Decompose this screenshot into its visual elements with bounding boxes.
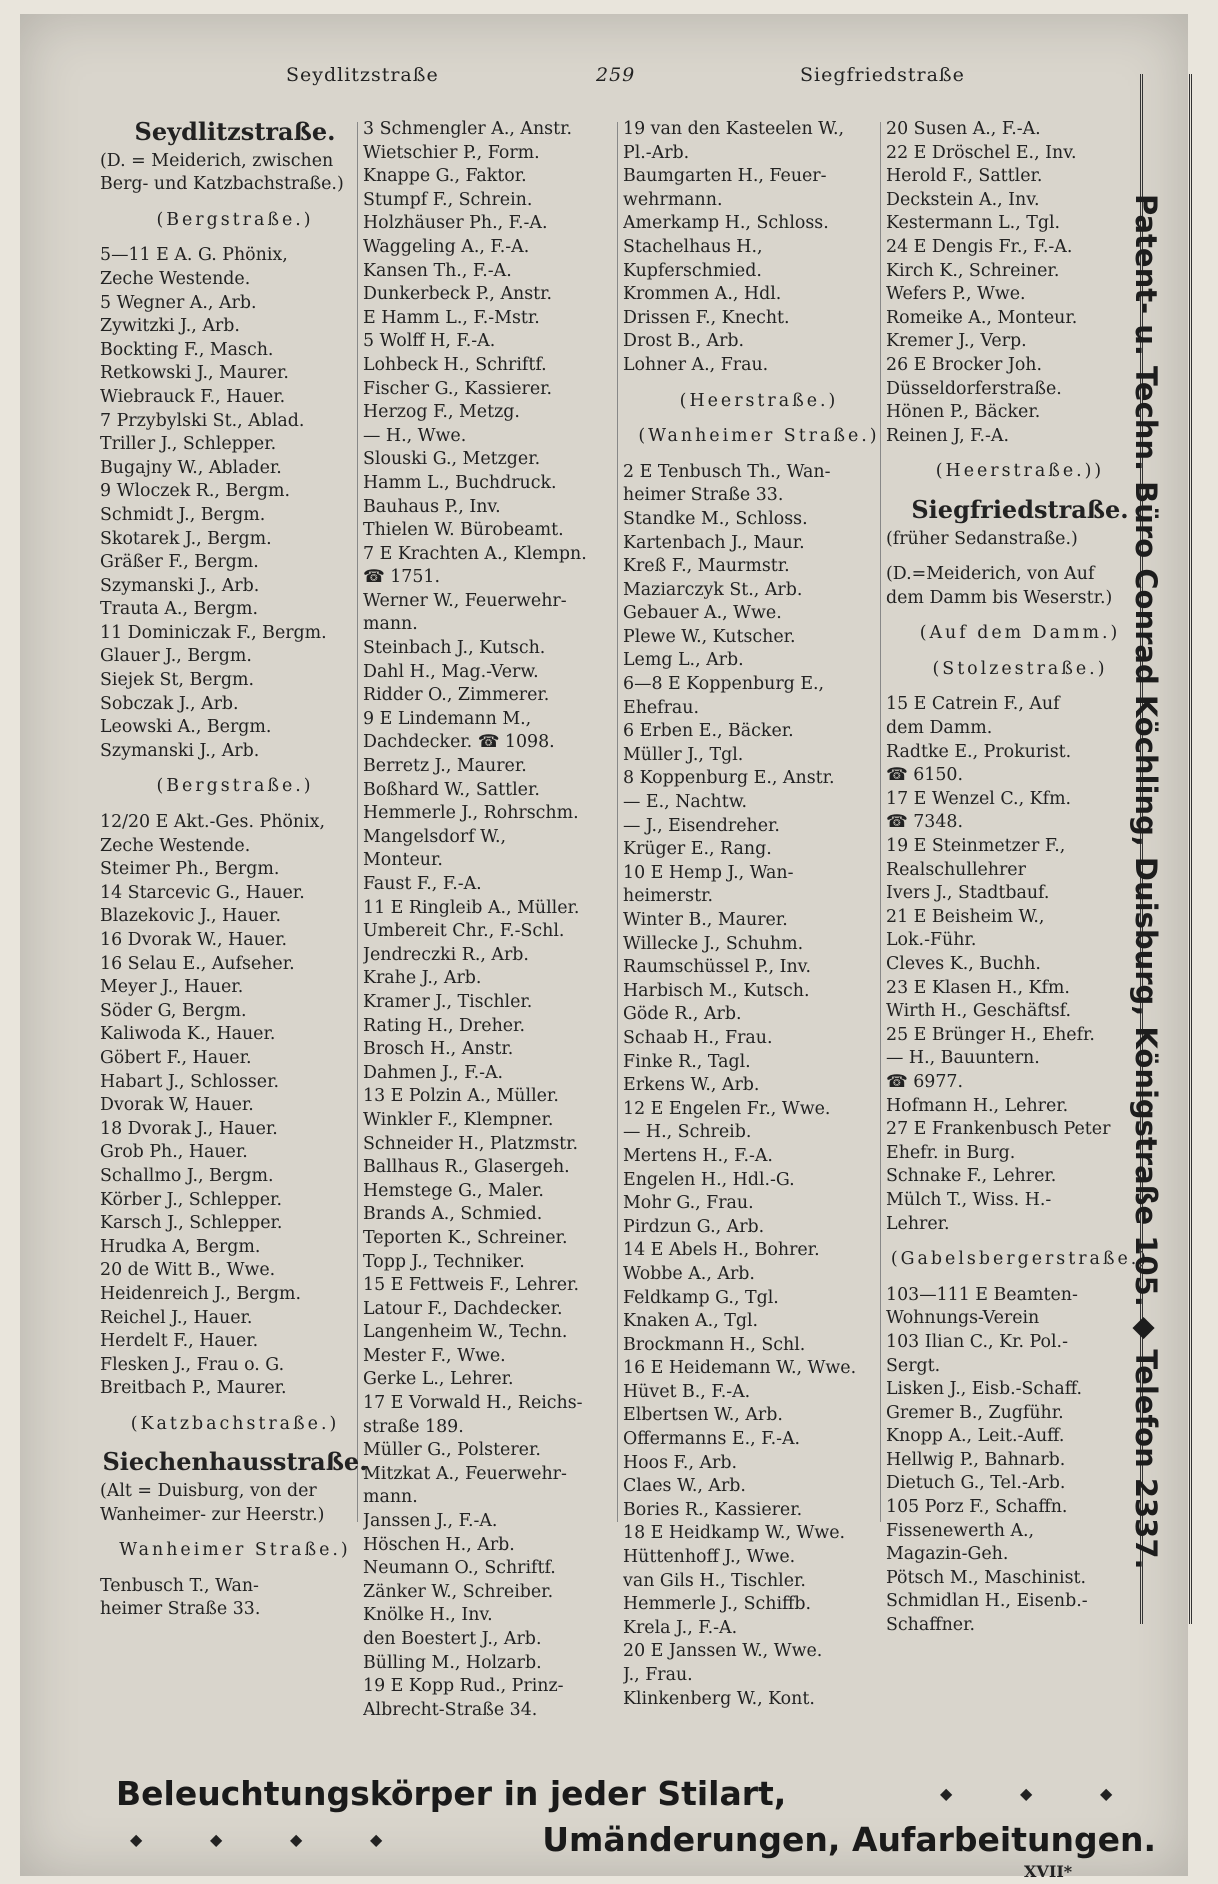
directory-entry: 3 Schmengler A., Anstr. [363, 119, 573, 139]
directory-entry: 5 Wolff H, F.-A. [363, 331, 496, 352]
directory-entry: Lok.-Führ. [886, 930, 977, 951]
directory-entry: (früher Sedanstraße.) [886, 528, 1078, 549]
directory-entry: Deckstein A., Inv. [886, 189, 1040, 210]
directory-entry: 12/20 E Akt.-Ges. Phönix, [100, 812, 325, 833]
directory-entry: Mülch T., Wiss. H.- [886, 1189, 1052, 1210]
directory-entry: — H., Bauuntern. [886, 1048, 1040, 1069]
directory-entry: Meyer J., Hauer. [100, 977, 244, 998]
street-heading: Siechenhausstraße. [102, 1447, 368, 1477]
directory-entry: 103—111 E Beamten- [886, 1284, 1078, 1305]
directory-entry: 6—8 E Koppenburg E., [623, 674, 825, 695]
directory-entry: Müller J., Tgl. [623, 744, 744, 765]
directory-entry: Hönen P., Bäcker. [886, 402, 1041, 423]
directory-entry: Zeche Westende. [100, 835, 251, 856]
directory-entry: Dvorak W, Hauer. [100, 1095, 254, 1116]
directory-page [20, 14, 1188, 1881]
directory-entry: Düsseldorferstraße. [886, 378, 1062, 399]
directory-entry: 16 Dvorak W., Hauer. [100, 930, 288, 950]
directory-entry: Erkens W., Arb. [623, 1075, 760, 1096]
directory-entry: Stumpf F., Schrein. [363, 189, 533, 210]
directory-entry: Dahl H., Mag.-Verw. [363, 661, 539, 682]
directory-entry: Mertens H., F.-A. [623, 1145, 773, 1166]
directory-entry: 9 E Lindemann M., [363, 708, 532, 729]
directory-entry: 5 Wegner A., Arb. [100, 292, 257, 313]
diamond-ornament: ◆ [1020, 1784, 1033, 1803]
directory-entry: Mitzkat A., Feuerwehr- [363, 1463, 567, 1484]
directory-entry: 11 Dominiczak F., Bergm. [100, 622, 327, 643]
directory-entry: Hellwig P., Bahnarb. [886, 1449, 1066, 1470]
directory-entry: Söder G, Bergm. [100, 1000, 247, 1021]
directory-entry: mann. [363, 1487, 418, 1508]
directory-entry: Hüvet B., F.-A. [623, 1381, 751, 1402]
directory-entry: Plewe W., Kutscher. [623, 626, 796, 647]
cross-street: (Auf dem Damm.) [919, 623, 1121, 644]
directory-entry: Krommen A., Hdl. [623, 284, 782, 305]
directory-entry: Bories R., Kassierer. [623, 1499, 803, 1520]
directory-entry: Reinen J, F.-A. [886, 425, 1010, 446]
directory-entry: Krüger E., Rang. [623, 839, 772, 860]
directory-entry: Claes W., Arb. [623, 1476, 746, 1497]
directory-entry: 9 Wloczek R., Bergm. [100, 481, 290, 502]
spacer [886, 646, 1154, 658]
directory-entry: ☎ 6150. [886, 765, 963, 786]
directory-entry: 13 E Polzin A., Müller. [363, 1086, 559, 1107]
directory-entry: Zänker W., Schreiber. [363, 1581, 554, 1602]
directory-entry: Müller G., Polsterer. [363, 1440, 541, 1461]
directory-entry: Kreß F., Maurmstr. [623, 556, 790, 577]
directory-entry: 14 Starcevic G., Hauer. [100, 882, 305, 903]
directory-entry: Boßhard W., Sattler. [363, 779, 540, 800]
directory-entry: 7 E Krachten A., Klempn. [363, 543, 587, 564]
directory-entry: Waggeling A., F.-A. [363, 236, 530, 257]
diamond-ornament: ◆ [940, 1784, 953, 1803]
directory-entry: Sobczak J., Arb. [100, 693, 239, 714]
spacer [100, 799, 370, 811]
directory-entry: Wanheimer- zur Heerstr.) [100, 1504, 325, 1525]
directory-entry: Schmidlan H., Eisenb.- [886, 1591, 1088, 1612]
page-number: 259 [596, 64, 636, 86]
spacer [100, 1563, 370, 1575]
directory-entry: van Gils H., Tischler. [623, 1570, 806, 1591]
directory-entry: Pl.-Arb. [623, 142, 690, 163]
directory-entry: Schnake F., Lehrer. [886, 1166, 1057, 1187]
directory-entry: Brockmann H., Schl. [623, 1334, 806, 1355]
directory-entry: Latour F., Dachdecker. [363, 1298, 563, 1319]
directory-entry: Gerke L., Lehrer. [363, 1369, 514, 1390]
directory-column-2 [363, 118, 631, 1722]
directory-entry: Steimer Ph., Bergm. [100, 859, 280, 880]
directory-entry: heimer Straße 33. [100, 1599, 261, 1620]
directory-entry: Bauhaus P., Inv. [363, 496, 501, 517]
directory-entry: Habart J., Schlosser. [100, 1071, 280, 1092]
directory-entry: Höschen H., Arb. [363, 1534, 515, 1555]
directory-entry: Umbereit Chr., F.-Schl. [363, 921, 565, 942]
directory-entry: — H., Wwe. [363, 425, 467, 446]
directory-entry: Jendreczki R., Arb. [363, 944, 529, 965]
directory-entry: Holzhäuser Ph., F.-A. [363, 213, 548, 234]
directory-entry: 16 E Heidemann W., Wwe. [623, 1358, 857, 1379]
directory-entry: Kestermann L., Tgl. [886, 213, 1061, 234]
directory-entry: 24 E Dengis Fr., F.-A. [886, 236, 1073, 257]
directory-entry: Neumann O., Schriftf. [363, 1558, 556, 1579]
spacer [623, 413, 895, 425]
directory-column-4 [886, 118, 1154, 1638]
directory-entry: Zywitzki J., Arb. [100, 316, 240, 337]
directory-entry: Monteur. [363, 850, 443, 871]
directory-entry: Kansen Th., F.-A. [363, 260, 512, 281]
directory-entry: Feldkamp G., Tgl. [623, 1287, 779, 1308]
directory-entry: Siejek St, Bergm. [100, 670, 255, 691]
directory-entry: Tenbusch T., Wan- [100, 1575, 259, 1596]
directory-entry: J., Frau. [623, 1665, 693, 1685]
directory-entry: Ballhaus R., Glasergeh. [363, 1157, 570, 1178]
directory-entry: Kupferschmied. [623, 260, 762, 281]
directory-entry: Berretz J., Maurer. [363, 756, 527, 777]
directory-entry: 10 E Hemp J., Wan- [623, 862, 794, 883]
cross-street: (Bergstraße.) [156, 776, 314, 797]
directory-entry: Hamm L., Buchdruck. [363, 472, 557, 493]
directory-entry: Elbertsen W., Arb. [623, 1405, 783, 1426]
directory-entry: Wiebrauck F., Hauer. [100, 386, 286, 407]
directory-entry: Maziarczyk St., Arb. [623, 579, 803, 600]
directory-entry: mann. [363, 614, 418, 635]
directory-entry: Kramer J., Tischler. [363, 991, 533, 1012]
directory-entry: Thielen W. Bürobeamt. [363, 520, 564, 541]
directory-entry: ☎ 6977. [886, 1071, 963, 1092]
directory-entry: Lohner A., Frau. [623, 354, 769, 375]
directory-entry: ☎ 1751. [363, 567, 440, 588]
directory-column-3 [623, 118, 895, 1711]
directory-entry: 18 E Heidkamp W., Wwe. [623, 1523, 846, 1544]
directory-entry: 19 van den Kasteelen W., [623, 119, 845, 139]
signature-mark: XVII* [1024, 1862, 1073, 1881]
advert-line-1: Beleuchtungskörper in jeder Stilart, [116, 1774, 787, 1813]
directory-entry: Ehefr. in Burg. [886, 1142, 1016, 1163]
directory-entry: Ridder O., Zimmerer. [363, 685, 550, 706]
directory-entry: Stachelhaus H., [623, 236, 763, 257]
directory-entry: 103 Ilian C., Kr. Pol.- [886, 1331, 1068, 1352]
spacer [100, 763, 370, 775]
directory-entry: Knopp A., Leit.-Auff. [886, 1426, 1065, 1447]
advert-line-2: Umänderungen, Aufarbeitungen. [542, 1820, 1156, 1859]
directory-entry: straße 189. [363, 1416, 464, 1437]
spacer [100, 197, 370, 209]
spacer [886, 551, 1154, 563]
spacer [623, 378, 895, 390]
directory-entry: — J., Eisendreher. [623, 815, 780, 836]
directory-entry: Berg- und Katzbachstraße.) [100, 174, 344, 195]
cross-street: (Stolzestraße.) [932, 658, 1108, 679]
directory-entry: Kartenbach J., Maur. [623, 532, 805, 553]
directory-entry: 11 E Ringleib A., Müller. [363, 897, 580, 918]
directory-entry: ☎ 7348. [886, 812, 963, 833]
directory-entry: Skotarek J., Bergm. [100, 528, 272, 549]
diamond-ornament: ◆ [290, 1830, 303, 1849]
directory-entry: Hrudka A, Bergm. [100, 1236, 261, 1257]
directory-entry: Slouski G., Metzger. [363, 449, 541, 470]
cross-street: Wanheimer Straße.) [119, 1540, 351, 1561]
directory-entry: Engelen H., Hdl.-G. [623, 1169, 795, 1190]
directory-entry: Zeche Westende. [100, 268, 251, 289]
directory-entry: Dunkerbeck P., Anstr. [363, 284, 553, 305]
directory-entry: (D. = Meiderich, zwischen [100, 150, 334, 171]
directory-entry: 5—11 E A. G. Phönix, [100, 245, 288, 266]
street-heading: Seydlitzstraße. [134, 117, 336, 146]
directory-entry: Szymanski J., Arb. [100, 740, 260, 761]
directory-entry: (Alt = Duisburg, von der [100, 1481, 317, 1502]
cross-street: (Gabelsbergerstraße.) [890, 1249, 1150, 1270]
directory-entry: Schaffner. [886, 1615, 975, 1636]
directory-entry: Winter B., Maurer. [623, 910, 788, 930]
directory-entry: 23 E Klasen H., Kfm. [886, 977, 1070, 998]
directory-entry: 7 Przybylski St., Ablad. [100, 410, 305, 431]
header-right-street: Siegfriedstraße [800, 64, 965, 86]
directory-entry: Triller J., Schlepper. [100, 434, 277, 455]
directory-entry: Radtke E., Prokurist. [886, 741, 1072, 762]
directory-entry: 8 Koppenburg E., Anstr. [623, 768, 835, 789]
directory-entry: Sergt. [886, 1355, 941, 1376]
diamond-ornament: ◆ [370, 1830, 383, 1849]
directory-entry: Gebauer A., Wwe. [623, 603, 782, 624]
directory-entry: Lehrer. [886, 1213, 950, 1234]
directory-entry: Göde R., Arb. [623, 1004, 742, 1025]
directory-entry: Drost B., Arb. [623, 331, 745, 352]
directory-entry: 12 E Engelen Fr., Wwe. [623, 1098, 831, 1119]
directory-entry: Brosch H., Anstr. [363, 1039, 514, 1060]
directory-entry: Herdelt F., Hauer. [100, 1331, 259, 1352]
directory-entry: Topp J., Techniker. [363, 1251, 525, 1272]
street-heading: Siegfriedstraße. [911, 494, 1129, 524]
directory-entry: 21 E Beisheim W., [886, 906, 1045, 927]
directory-entry: Magazin-Geh. [886, 1544, 1009, 1565]
directory-entry: Drissen F., Knecht. [623, 307, 790, 328]
directory-entry: 19 E Kopp Rud., Prinz- [363, 1676, 564, 1697]
cross-street: (Katzbachstraße.) [130, 1413, 340, 1434]
directory-entry: Grob Ph., Hauer. [100, 1142, 248, 1163]
directory-entry: Baumgarten H., Feuer- [623, 166, 827, 187]
directory-entry: Blazekovic J., Hauer. [100, 906, 281, 927]
directory-entry: 18 Dvorak J., Hauer. [100, 1118, 278, 1139]
directory-entry: Lisken J., Eisb.-Schaff. [886, 1379, 1083, 1400]
directory-entry: Finke R., Tagl. [623, 1051, 751, 1072]
directory-entry: 27 E Frankenbusch Peter [886, 1119, 1111, 1140]
directory-entry: Brands A., Schmied. [363, 1204, 543, 1225]
directory-entry: Willecke J., Schuhm. [623, 933, 804, 954]
cross-street: (Heerstraße.) [679, 390, 839, 411]
header-left-street: Seydlitzstraße [286, 64, 439, 86]
directory-entry: Faust F., F.-A. [363, 874, 482, 894]
directory-entry: 15 E Catrein F., Auf [886, 694, 1060, 715]
directory-entry: Albrecht-Straße 34. [363, 1699, 538, 1720]
directory-entry: Rating H., Dreher. [363, 1015, 525, 1036]
directory-entry: Karsch J., Schlepper. [100, 1213, 283, 1234]
directory-entry: Szymanski J., Arb. [100, 575, 260, 596]
directory-entry: 6 Erben E., Bäcker. [623, 721, 794, 742]
spacer [623, 449, 895, 461]
directory-entry: den Boestert J., Arb. [363, 1629, 542, 1649]
directory-entry: Ehefrau. [623, 697, 700, 718]
directory-entry: Gremer B., Zugführ. [886, 1402, 1064, 1423]
directory-entry: Krahe J., Arb. [363, 968, 482, 989]
spacer [886, 1236, 1154, 1248]
diamond-ornament: ◆ [210, 1830, 223, 1849]
directory-entry: Cleves K., Buchh. [886, 954, 1041, 974]
sidebar-advert-text: Patent- u. Techn. Büro Conrad Köchling, Duisburg, Königstraße 105. ◆ Telefon 2337. [1129, 194, 1163, 1570]
directory-entry: Teporten K., Schreiner. [363, 1227, 568, 1248]
directory-entry: Mester F., Wwe. [363, 1345, 506, 1366]
directory-column-1 [100, 118, 370, 1622]
directory-entry: Winkler F., Klempner. [363, 1109, 554, 1130]
directory-entry: Mangelsdorf W., [363, 826, 507, 847]
spacer [100, 1401, 370, 1413]
directory-entry: Göbert F., Hauer. [100, 1047, 252, 1068]
directory-entry: Hüttenhoff J., Wwe. [623, 1547, 796, 1568]
directory-entry: 15 E Fettweis F., Lehrer. [363, 1275, 579, 1296]
diamond-ornament: ◆ [130, 1830, 143, 1849]
directory-entry: Leowski A., Bergm. [100, 717, 272, 738]
directory-entry: Dahmen J., F.-A. [363, 1062, 504, 1083]
directory-entry: Schaab H., Frau. [623, 1027, 773, 1048]
directory-entry: Janssen J., F.-A. [363, 1511, 498, 1532]
directory-entry: Kaliwoda K., Hauer. [100, 1024, 276, 1045]
directory-entry: Steinbach J., Kutsch. [363, 638, 546, 659]
directory-entry: Raumschüssel P., Inv. [623, 957, 811, 978]
directory-entry: Wirth H., Geschäftsf. [886, 1001, 1072, 1022]
directory-entry: 16 Selau E., Aufseher. [100, 953, 295, 974]
directory-entry: Standke M., Schloss. [623, 508, 808, 529]
directory-entry: 26 E Brocker Joh. [886, 354, 1043, 375]
directory-entry: Knaken A., Tgl. [623, 1311, 759, 1332]
spacer [886, 448, 1154, 460]
directory-entry: dem Damm. [886, 718, 993, 739]
spacer [886, 681, 1154, 693]
directory-entry: heimerstr. [623, 886, 713, 907]
directory-entry: Romeike A., Monteur. [886, 307, 1078, 328]
directory-entry: Lemg L., Arb. [623, 650, 744, 671]
spacer [886, 610, 1154, 622]
directory-entry: Heidenreich J., Bergm. [100, 1283, 302, 1304]
directory-entry: 22 E Dröschel E., Inv. [886, 142, 1077, 163]
directory-entry: Kremer J., Verp. [886, 331, 1027, 352]
directory-entry: Retkowski J., Maurer. [100, 363, 289, 384]
directory-entry: Wohnungs-Verein [886, 1308, 1040, 1329]
directory-entry: Trauta A., Bergm. [100, 599, 259, 620]
directory-entry: Pötsch M., Maschinist. [886, 1567, 1087, 1588]
directory-entry: Wietschier P., Form. [363, 142, 540, 163]
directory-entry: Bugajny W., Ablader. [100, 457, 282, 478]
directory-entry: Hemmerle J., Rohrschm. [363, 803, 579, 824]
directory-entry: Schmidt J., Bergm. [100, 504, 266, 525]
directory-entry: Hoos F., Arb. [623, 1452, 738, 1473]
directory-entry: Fissenewerth A., [886, 1520, 1035, 1541]
directory-entry: Pirdzun G., Arb. [623, 1216, 765, 1237]
directory-entry: (D.=Meiderich, von Auf [886, 564, 1095, 585]
directory-entry: Bülling M., Holzarb. [363, 1652, 542, 1673]
spacer [100, 232, 370, 244]
directory-entry: Klinkenberg W., Kont. [623, 1688, 815, 1709]
directory-entry: Schallmo J., Bergm. [100, 1165, 274, 1186]
directory-entry: Offermanns E., F.-A. [623, 1429, 801, 1450]
directory-entry: Glauer J., Bergm. [100, 646, 252, 667]
directory-entry: Herzog F., Metzg. [363, 402, 520, 423]
directory-entry: Knölke H., Inv. [363, 1605, 493, 1626]
directory-entry: 19 E Steinmetzer F., [886, 836, 1066, 857]
directory-entry: Flesken J., Frau o. G. [100, 1354, 285, 1375]
directory-entry: Kirch K., Schreiner. [886, 260, 1060, 281]
directory-entry: Fischer G., Kassierer. [363, 378, 553, 399]
cross-street: (Bergstraße.) [156, 209, 314, 230]
directory-entry: Langenheim W., Techn. [363, 1322, 568, 1343]
directory-entry: Knappe G., Faktor. [363, 166, 527, 187]
cross-street: (Wanheimer Straße.) [638, 426, 880, 447]
directory-entry: Werner W., Feuerwehr- [363, 590, 567, 611]
directory-entry: Schneider H., Platzmstr. [363, 1133, 579, 1154]
directory-entry: Dietuch G., Tel.-Arb. [886, 1473, 1066, 1494]
directory-entry: Bockting F., Masch. [100, 339, 274, 360]
directory-entry: 25 E Brünger H., Ehefr. [886, 1024, 1095, 1045]
directory-entry: 20 Susen A., F.-A. [886, 119, 1041, 139]
directory-entry: Lohbeck H., Schriftf. [363, 354, 547, 375]
directory-entry: — H., Schreib. [623, 1122, 752, 1143]
directory-entry: 20 E Janssen W., Wwe. [623, 1641, 823, 1662]
directory-entry: 17 E Vorwald H., Reichs- [363, 1393, 583, 1414]
directory-entry: Amerkamp H., Schloss. [623, 213, 829, 234]
directory-entry: 14 E Abels H., Bohrer. [623, 1240, 820, 1261]
directory-entry: Hemmerle J., Schiffb. [623, 1594, 812, 1615]
directory-entry: Wefers P., Wwe. [886, 284, 1026, 305]
directory-entry: Ivers J., Stadtbauf. [886, 883, 1050, 904]
directory-entry: Mohr G., Frau. [623, 1193, 754, 1214]
cross-street: (Heerstraße.)) [935, 461, 1105, 482]
directory-entry: Wobbe A., Arb. [623, 1263, 755, 1284]
directory-entry: 105 Porz F., Schaffn. [886, 1497, 1068, 1518]
directory-entry: dem Damm bis Weserstr.) [886, 587, 1113, 608]
directory-entry: Hofmann H., Lehrer. [886, 1095, 1069, 1116]
directory-entry: Herold F., Sattler. [886, 166, 1043, 187]
spacer [100, 1527, 370, 1539]
directory-entry: Breitbach P., Maurer. [100, 1378, 287, 1399]
directory-entry: Gräßer F., Bergm. [100, 552, 259, 573]
diamond-ornament: ◆ [1100, 1784, 1113, 1803]
directory-entry: Realschullehrer [886, 859, 1026, 880]
directory-entry: E Hamm L., F.-Mstr. [363, 307, 540, 328]
spacer [886, 1272, 1154, 1284]
directory-entry: heimer Straße 33. [623, 485, 784, 506]
directory-entry: wehrmann. [623, 189, 723, 210]
directory-entry: Harbisch M., Kutsch. [623, 980, 810, 1001]
directory-entry: 17 E Wenzel C., Kfm. [886, 788, 1072, 809]
directory-entry: 20 de Witt B., Wwe. [100, 1260, 276, 1281]
directory-entry: Hemstege G., Maler. [363, 1180, 544, 1201]
directory-entry: Dachdecker. ☎ 1098. [363, 732, 555, 753]
directory-entry: Reichel J., Hauer. [100, 1307, 253, 1328]
directory-entry: Körber J., Schlepper. [100, 1189, 282, 1210]
directory-entry: Krela J., F.-A. [623, 1617, 738, 1638]
directory-entry: — E., Nachtw. [623, 792, 748, 813]
directory-entry: 2 E Tenbusch Th., Wan- [623, 461, 831, 482]
